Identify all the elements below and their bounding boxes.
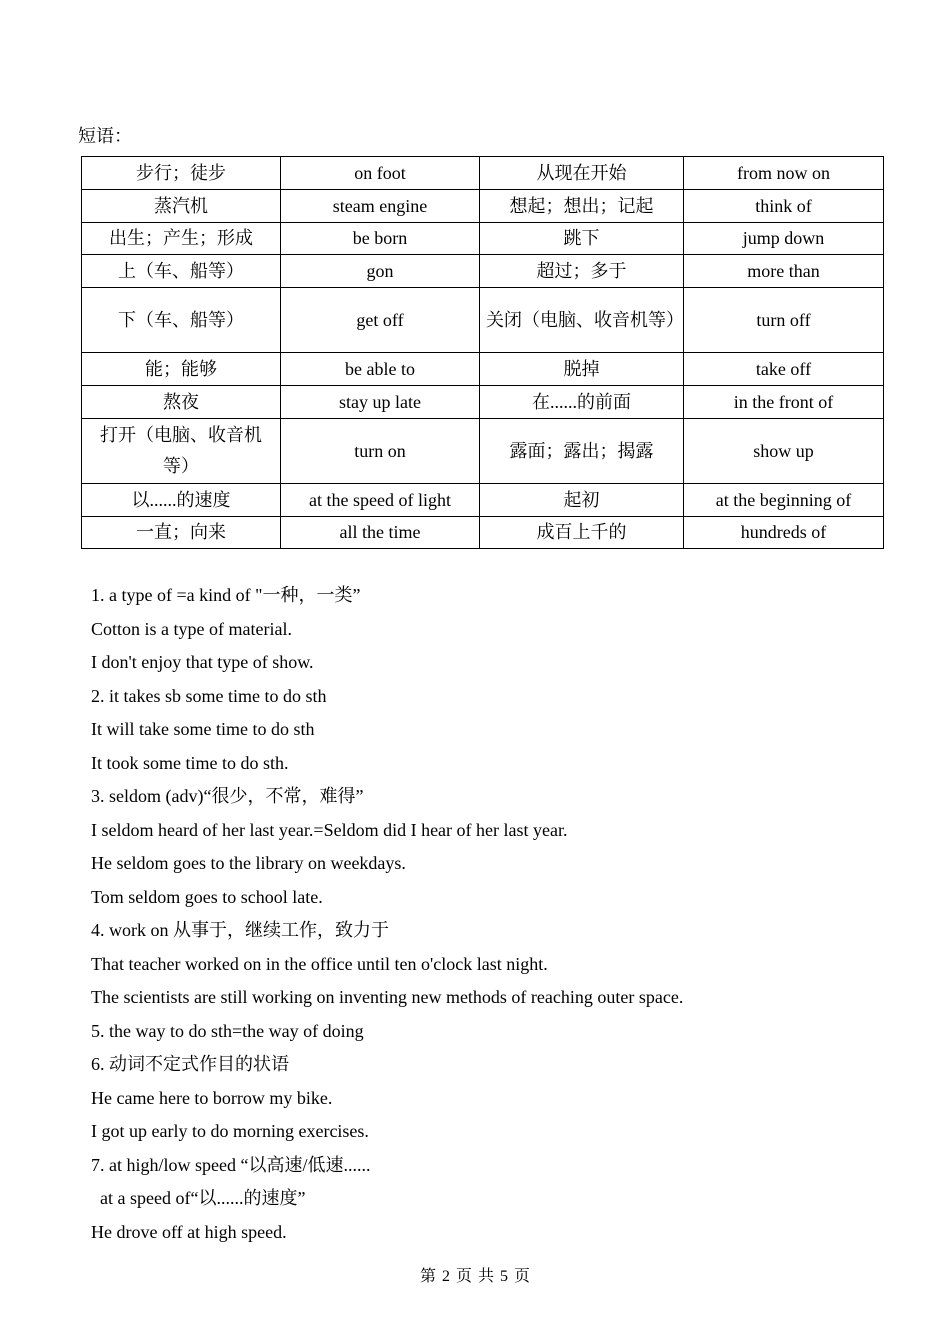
english-phrase-cell: stay up late <box>281 386 480 419</box>
english-phrase-cell: take off <box>684 353 884 386</box>
example-sentence: The scientists are still working on inventing new methods of reaching outer space. <box>91 987 684 1007</box>
example-sentence: It took some time to do sth. <box>91 752 289 773</box>
chinese-meaning-cell: 步行；徒步 <box>82 157 281 190</box>
english-phrase-cell: steam engine <box>281 190 480 223</box>
english-phrase-cell: more than <box>684 255 884 288</box>
note-subheading: at a speed of“以......的速度” <box>91 1188 306 1208</box>
english-phrase-cell: be able to <box>281 353 480 386</box>
table-row <box>82 484 884 517</box>
english-phrase-cell: show up <box>684 419 884 484</box>
example-sentence: He seldom goes to the library on weekdays. <box>91 853 406 873</box>
chinese-meaning-cell: 在......的前面 <box>480 386 684 419</box>
english-phrase-cell: turn off <box>684 288 884 353</box>
english-phrase-cell: at the speed of light <box>281 484 480 517</box>
chinese-meaning-cell: 从现在开始 <box>480 157 684 190</box>
english-phrase-cell: all the time <box>281 517 480 549</box>
english-phrase-cell: from now on <box>684 157 884 190</box>
table-row <box>82 386 884 419</box>
example-sentence: It will take some time to do sth <box>91 719 315 739</box>
english-phrase-cell: at the beginning of <box>684 484 884 517</box>
table-row <box>82 419 884 484</box>
chinese-meaning-cell: 能；能够 <box>82 353 281 386</box>
example-sentence: He came here to borrow my bike. <box>91 1087 333 1108</box>
note-heading: 6. 动词不定式作目的状语 <box>91 1054 289 1074</box>
chinese-meaning-cell: 出生；产生；形成 <box>82 223 281 255</box>
chinese-meaning-cell: 起初 <box>480 484 684 517</box>
table-row <box>82 288 884 353</box>
example-sentence: I don't enjoy that type of show. <box>91 652 314 672</box>
english-phrase-cell: think of <box>684 190 884 223</box>
table-row <box>82 255 884 288</box>
example-sentence: Cotton is a type of material. <box>91 618 292 639</box>
chinese-meaning-cell: 一直；向来 <box>82 517 281 549</box>
english-phrase-cell: gon <box>281 255 480 288</box>
chinese-meaning-cell: 蒸汽机 <box>82 190 281 223</box>
example-sentence: I got up early to do morning exercises. <box>91 1121 369 1141</box>
chinese-meaning-cell: 熬夜 <box>82 386 281 419</box>
note-heading: 4. work on 从事于，继续工作，致力于 <box>91 920 389 940</box>
english-phrase-cell: on foot <box>281 157 480 190</box>
page-number: 第 2 页 共 5 页 <box>419 1268 530 1285</box>
english-phrase-cell: hundreds of <box>684 517 884 549</box>
english-phrase-cell: turn on <box>281 419 480 484</box>
chinese-meaning-cell: 下（车、船等） <box>82 288 281 353</box>
table-row <box>82 190 884 223</box>
chinese-meaning-cell: 关闭（电脑、收音机等） <box>480 288 684 353</box>
chinese-meaning-cell: 超过；多于 <box>480 255 684 288</box>
note-heading: 5. the way to do sth=the way of doing <box>91 1020 364 1041</box>
note-heading: 7. at high/low speed “以高速/低速...... <box>91 1154 371 1175</box>
section-title: 短语： <box>78 126 132 146</box>
table-row <box>82 353 884 386</box>
chinese-meaning-cell: 露面；露出；揭露 <box>480 419 684 484</box>
english-phrase-cell: be born <box>281 223 480 255</box>
chinese-meaning-cell: 上（车、船等） <box>82 255 281 288</box>
phrase-table <box>81 156 884 549</box>
example-sentence: Tom seldom goes to school late. <box>91 886 323 907</box>
chinese-meaning-cell: 打开（电脑、收音机等） <box>82 419 281 484</box>
table-row <box>82 157 884 190</box>
table-row <box>82 223 884 255</box>
note-heading: 2. it takes sb some time to do sth <box>91 685 327 706</box>
grammar-notes <box>91 579 891 1249</box>
chinese-meaning-cell: 脱掉 <box>480 353 684 386</box>
note-heading: 1. a type of =a kind of "一种，一类” <box>91 585 361 605</box>
english-phrase-cell: jump down <box>684 223 884 255</box>
chinese-meaning-cell: 以......的速度 <box>82 484 281 517</box>
table-row <box>82 517 884 549</box>
note-heading: 3. seldom (adv)“很少，不常，难得” <box>91 786 364 806</box>
chinese-meaning-cell: 成百上千的 <box>480 517 684 549</box>
english-phrase-cell: in the front of <box>684 386 884 419</box>
example-sentence: I seldom heard of her last year.=Seldom did I hear of her last year. <box>91 819 568 840</box>
english-phrase-cell: get off <box>281 288 480 353</box>
chinese-meaning-cell: 想起；想出；记起 <box>480 190 684 223</box>
chinese-meaning-cell: 跳下 <box>480 223 684 255</box>
example-sentence: That teacher worked on in the office until ten o'clock last night. <box>91 953 548 974</box>
example-sentence: He drove off at high speed. <box>91 1221 287 1242</box>
